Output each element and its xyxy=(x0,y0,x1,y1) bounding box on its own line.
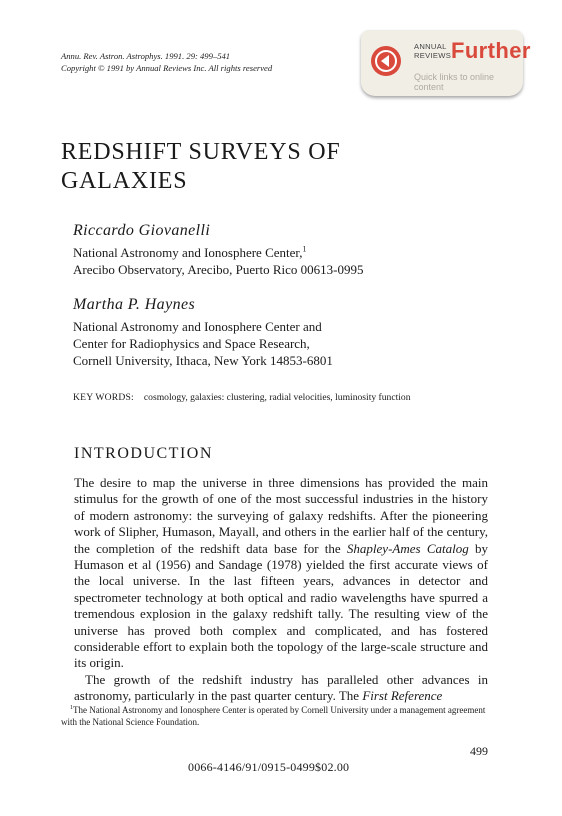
keywords xyxy=(73,392,411,403)
journal-citation: Annu. Rev. Astron. Astrophys. 1991. 29: 499–541 xyxy=(61,51,231,61)
body-text xyxy=(74,475,488,705)
back-arrow-icon xyxy=(371,46,401,76)
copyright-notice: Copyright © 1991 by Annual Reviews Inc. All rights reserved xyxy=(61,62,273,73)
article-title xyxy=(61,138,421,196)
author-name: Riccardo Giovanelli xyxy=(73,222,211,239)
quick-links-link[interactable]: Quick links to online content xyxy=(414,72,495,92)
page-number: 499 xyxy=(470,744,488,758)
italic-term: Shapley-Ames Catalog xyxy=(346,540,469,556)
document-code: 0066-4146/91/0915-0499$02.00 xyxy=(188,760,350,774)
affiliation-line: Center for Radiophysics and Space Research, xyxy=(73,336,310,351)
footnote-text: The National Astronomy and Ionosphere Center is operated by Cornell University under a management agreement with the National Science Foundation. xyxy=(61,705,486,727)
annual-reviews-label xyxy=(414,43,451,60)
title-line-1: REDSHIFT SURVEYS OF xyxy=(61,139,341,165)
footnote-mark: 1 xyxy=(70,705,73,711)
author-name: Martha P. Haynes xyxy=(73,296,196,313)
footnote xyxy=(61,704,489,728)
keywords-text: cosmology, galaxies: clustering, radial velocities, luminosity function xyxy=(143,392,411,403)
section-heading: INTRODUCTION xyxy=(74,445,213,462)
affiliation-line: Arecibo Observatory, Arecibo, Puerto Rico 00613-0995 xyxy=(73,262,364,277)
affiliation-line: National Astronomy and Ionosphere Center and xyxy=(73,319,322,334)
affiliation-line: National Astronomy and Ionosphere Center,$^1$ xyxy=(73,244,307,260)
author-affiliation xyxy=(73,318,333,369)
title-line-2: GALAXIES xyxy=(61,168,188,194)
further-badge[interactable] xyxy=(361,30,531,96)
author-affiliation xyxy=(73,244,364,278)
paragraph: The desire to map the universe in three dimensions has provided the main stimulus for the growth of one of the most successful industries in the history of modern astronomy: the surveying of galaxy redshifts. After the pioneering work of Slipher, Humason, Mayall, and others in the earlier half of the century, the completion of the redshift data base for the Shapley-Ames Catalog by Humason et al (1956) and Sandage (1978) yielded the first accurate views of the local universe. In the last fifteen years, advances in detector and spectrometer technology at both optical and radio wavelengths have spurred a tremendous explosion in the galaxy redshift tally. The resulting view of the universe has proved both complex and complicated, and has fostered considerable effort to explain both the topology of the large-scale structure and its origin. xyxy=(74,475,488,671)
italic-term: First Reference xyxy=(362,688,443,704)
annual-reviews-line2: REVIEWS xyxy=(414,50,452,60)
further-label: Further xyxy=(451,38,531,63)
affiliation-line: Cornell University, Ithaca, New York 14853-6801 xyxy=(73,353,333,368)
annual-reviews-line1: ANNUAL xyxy=(414,42,447,51)
paragraph: The growth of the redshift industry has paralleled other advances in astronomy, particularly in the past quarter century. The First Reference xyxy=(74,671,488,704)
footnote-ref[interactable]: 1 xyxy=(302,244,307,254)
journal-header xyxy=(61,51,272,74)
keywords-label: KEY WORDS: xyxy=(73,392,134,403)
